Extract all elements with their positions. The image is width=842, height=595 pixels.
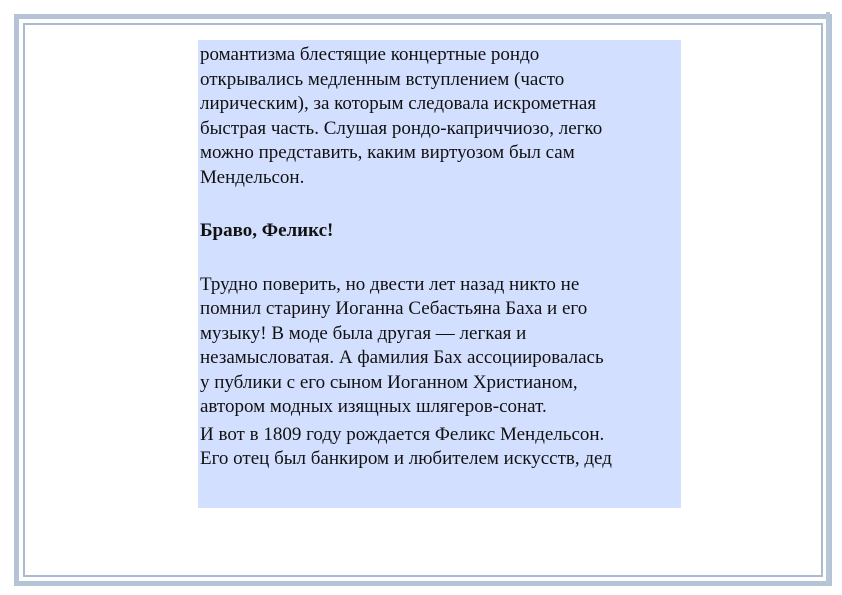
section-heading: Браво, Феликс! (200, 220, 334, 241)
spacer (200, 244, 679, 273)
spacer (200, 190, 679, 219)
paragraph-bach: Трудно поверить, но двести лет назад никто не помнил старину Иоганна Себастьяна Баха и его музыку! В моде была другая — легкая и незамысловатая. А фамилия Бах ассоциировалась у публики с его сыном Иоганном Христианом, автором модных изящных шлягеров-сонат. (200, 273, 604, 417)
highlighted-text-block (198, 40, 681, 508)
paragraph-rondo: романтизма блестящие концертные рондо открывались медленным вступлением (часто лирическим), за которым следовала искрометная быстрая часть. Слушая рондо-каприччиозо, легко можно представить, каким виртуозом был сам Мендельсон. (200, 44, 603, 188)
slide-frame-shadow (826, 12, 830, 584)
paragraph-birth: И вот в 1809 году рождается Феликс Мендельсон. Его отец был банкиром и любителем искусств, дед (200, 423, 612, 469)
